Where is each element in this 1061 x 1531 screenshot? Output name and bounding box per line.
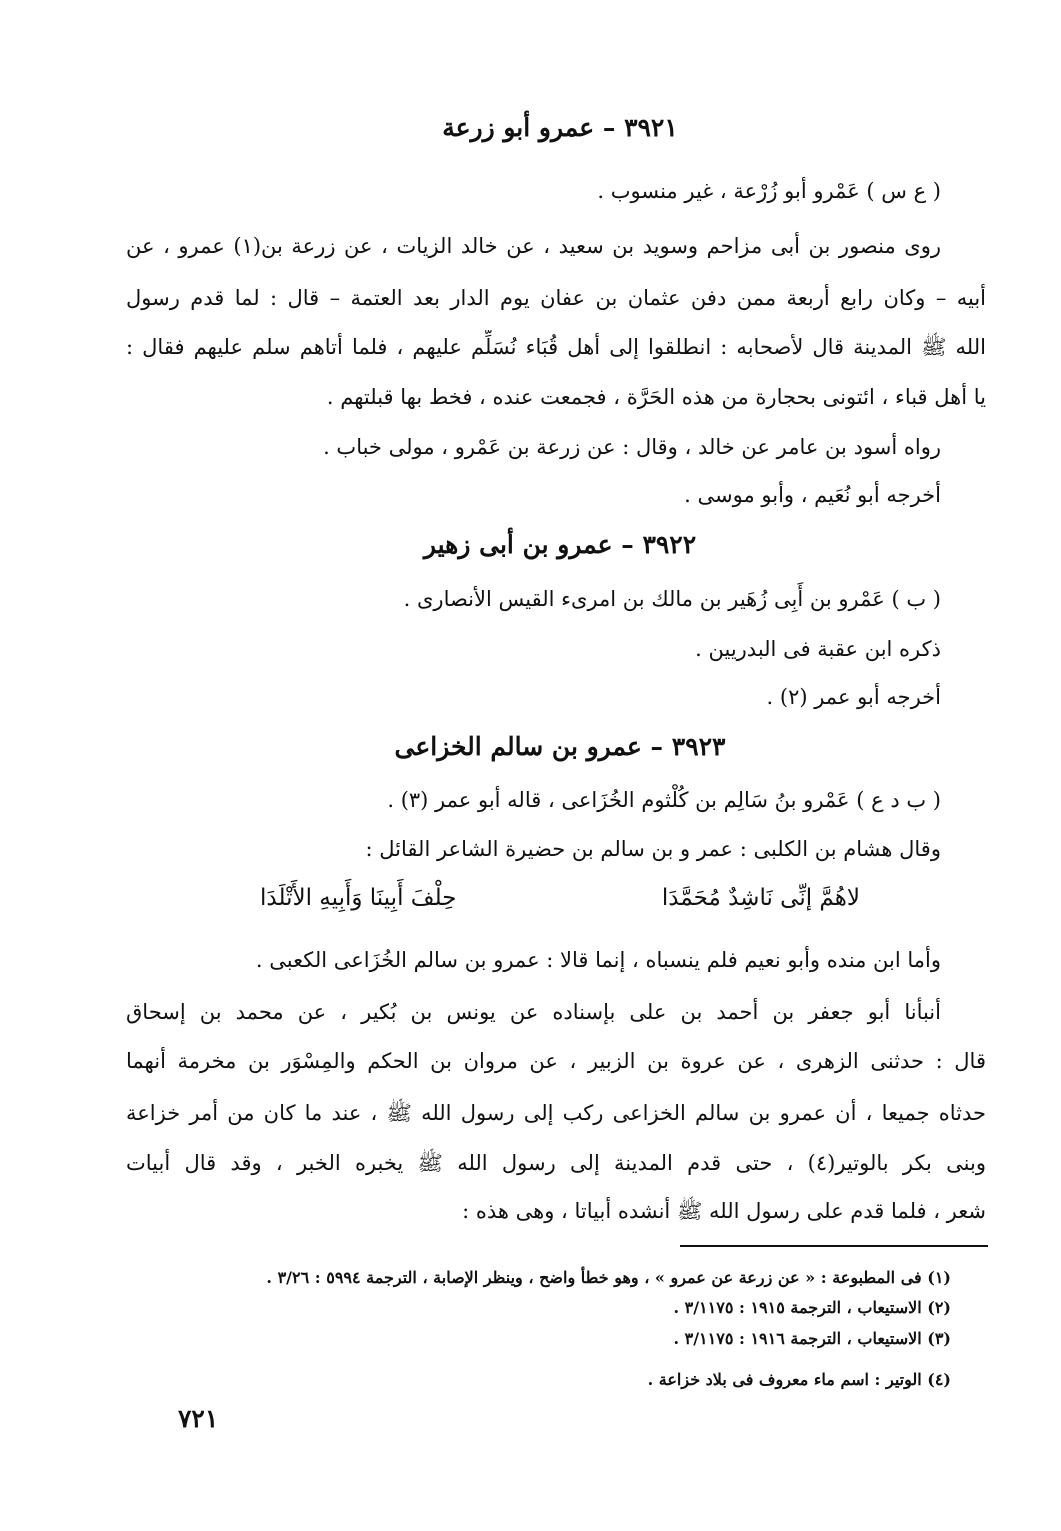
entry-3921-line: ( ع س ) عَمْرو أبو زُرْعة ، غير منسوب . [597,179,941,203]
entry-3921-line: رواه أسود بن عامر عن خالد ، وقال : عن زرعة بن عَمْرو ، مولى خباب . [323,435,941,459]
entry-3923-line: وأما ابن منده وأبو نعيم فلم ينسباه ، إنما قالا : عمرو بن سالم الخُزَاعى الكعبى . [255,948,941,972]
entry-3923-line: قال : حدثنى الزهرى ، عن عروة بن الزبير ، عن مروان بن الحكم والمِسْوَر بن مخرمة أنهما [126,1049,986,1073]
footnote: (٣) الاستيعاب ، الترجمة ١٩١٦ : ٣/١١٧٥ . [673,1329,951,1348]
entry-3921-line: أبيه – وكان رابع أربعة ممن دفن عثمان بن عفان يوم الدار بعد العتمة – قال : لما قدم رسول [126,286,986,310]
entry-heading-3922: ٣٩٢٢ – عمرو بن أبى زهير [423,530,697,559]
entry-3923-line: حدثاه جميعا ، أن عمرو بن سالم الخزاعى ركب إلى رسول الله ﷺ ، عند ما كان من أمر خزاعة [126,1101,986,1125]
entry-3921-line: الله ﷺ المدينة قال لأصحابه : انطلقوا إلى أهل قُبَاء نُسَلِّم عليهم ، فلما أتاهم سلم عليهم فقال : [126,335,986,359]
page-number: ٧٢١ [178,1404,219,1433]
footnote: (٤) الوتير : اسم ماء معروف فى بلاد خزاعة . [647,1370,951,1389]
verse-hemistich-second: حِلْفَ أَبِينَا وَأَبِيهِ الأَتْلَدَا [260,885,457,911]
entry-3923-line: وقال هشام بن الكلبى : عمر و بن سالم بن حضيرة الشاعر القائل : [365,837,941,861]
entry-3923-line: وبنى بكر بالوتير(٤) ، حتى قدم المدينة إلى رسول الله ﷺ يخبره الخبر ، وقد قال أبيات [126,1151,986,1175]
entry-3923-line: ( ب د ع ) عَمْرو بنُ سَالِم بن كُلْثوم الخُزَاعى ، قاله أبو عمر (٣) . [387,788,941,812]
entry-3921-line: أخرجه أبو نُعَيم ، وأبو موسى . [684,483,941,507]
entry-3921-line: يا أهل قباء ، ائتونى بحجارة من هذه الحَرَّة ، فجمعت عنده ، فخط بها قبلتهم . [326,385,986,409]
poetry-verse [260,880,860,916]
footnote-separator [680,1245,988,1247]
entry-3923-line: شعر ، فلما قدم على رسول الله ﷺ أنشده أبياتا ، وهى هذه : [462,1199,986,1223]
entry-3922-line: ( ب ) عَمْرو بن أَبِى زُهَير بن مالك بن امرىء القيس الأنصارى . [403,587,941,611]
footnote: (٢) الاستيعاب ، الترجمة ١٩١٥ : ٣/١١٧٥ . [673,1298,951,1317]
entry-3921-line: روى منصور بن أبى مزاحم وسويد بن سعيد ، عن خالد الزيات ، عن زرعة بن(١) عمرو ، عن [126,234,941,258]
entry-3922-line: ذكره ابن عقبة فى البدريين . [695,637,941,661]
entry-heading-3921: ٣٩٢١ – عمرو أبو زرعة [442,113,678,142]
verse-hemistich-first: لاهُمَّ إنِّى نَاشِدٌ مُحَمَّدَا [661,885,860,911]
footnote: (١) فى المطبوعة : « عن زرعة عن عمرو » ، وهو خطأ واضح ، وينظر الإصابة ، الترجمة ٥٩٩٤ : ٣/٢٦ . [266,1268,951,1287]
entry-3923-line: أنبأنا أبو جعفر بن أحمد بن على بإسناده عن يونس بن بُكير ، عن محمد بن إسحاق [126,1000,941,1024]
entry-3922-line: أخرجه أبو عمر (٢) . [766,685,941,709]
entry-heading-3923: ٣٩٢٣ – عمرو بن سالم الخزاعى [394,732,726,761]
